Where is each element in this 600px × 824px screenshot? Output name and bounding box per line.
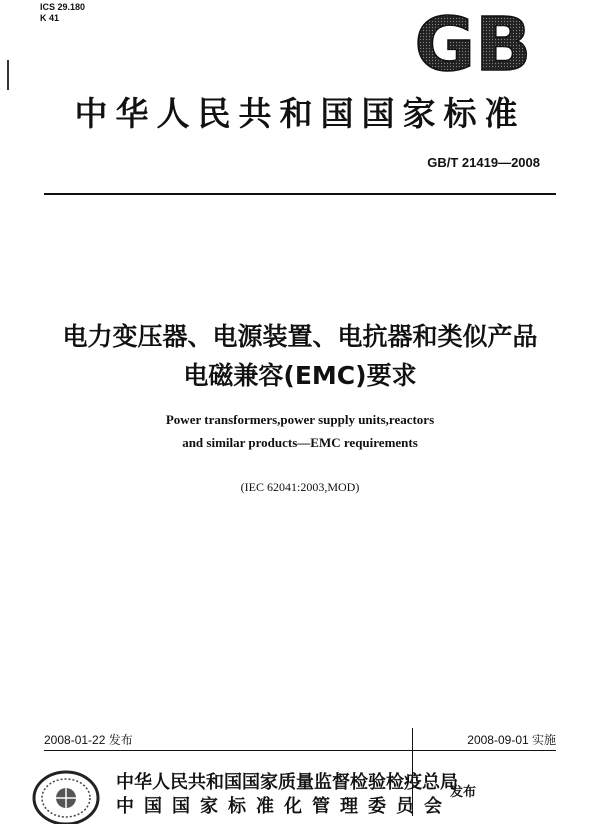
footer-divider xyxy=(44,750,556,751)
implement-date: 2008-09-01 实施 xyxy=(467,733,556,747)
title-cn-line2: 电磁兼容(EMC)要求 xyxy=(183,361,417,390)
issuer-line2: 中国国家标准化管理委员会 xyxy=(116,796,452,817)
gb-logo-text: GB xyxy=(414,8,532,78)
issuer-line1: 中华人民共和国国家质量监督检验检疫总局 xyxy=(116,772,458,793)
title-en-line1: Power transformers,power supply units,reactors xyxy=(165,412,435,427)
ics-code: ICS 29.180 xyxy=(40,2,86,12)
header-divider xyxy=(44,193,556,195)
title-en-line2: and similar products—EMC requirements xyxy=(182,435,418,450)
classification-codes xyxy=(40,2,85,24)
national-standard-heading: 中华人民共和国国家标准 xyxy=(74,94,526,133)
publish-label: 发布 xyxy=(450,785,477,800)
gb-logo xyxy=(398,8,548,78)
publish-date: 2008-01-22 发布 xyxy=(44,733,133,747)
ccs-code: K 41 xyxy=(40,13,60,23)
official-seal-icon xyxy=(30,764,102,824)
adoption-reference: (IEC 62041:2003,MOD) xyxy=(240,480,360,494)
title-cn-line1: 电力变压器、电源装置、电抗器和类似产品 xyxy=(62,322,538,351)
margin-mark xyxy=(7,60,9,90)
standard-code: GB/T 21419—2008 xyxy=(427,155,540,170)
